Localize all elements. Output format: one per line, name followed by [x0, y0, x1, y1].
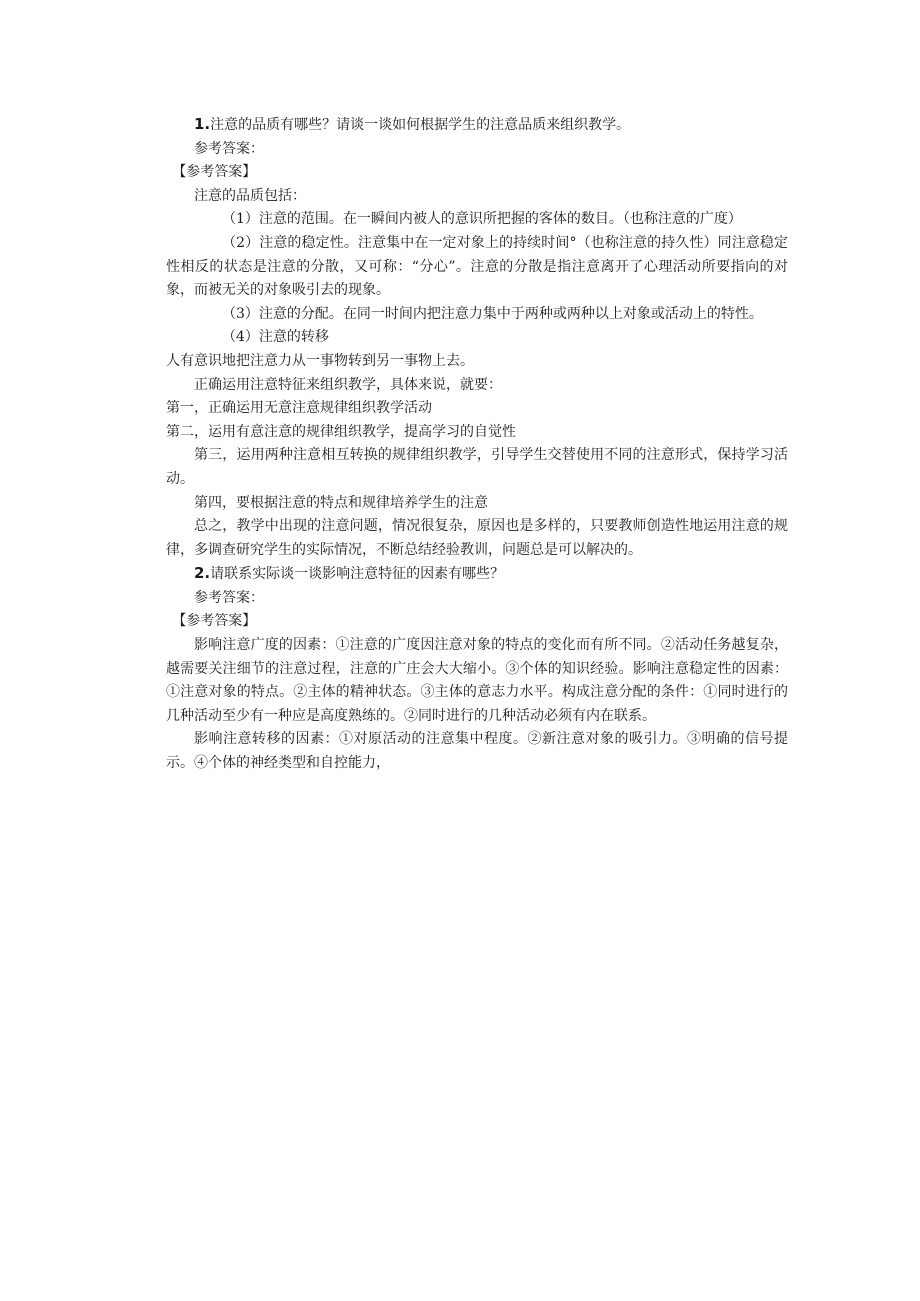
q1-point-2: 第二，运用有意注意的规律组织教学，提高学习的自觉性 [166, 423, 516, 440]
q1-item-4: （4）注意的转移 [222, 329, 329, 346]
q1-point-1: 第一，正确运用无意注意规律组织教学活动 [166, 400, 432, 417]
q1-summary: 总之，教学中出现的注意问题，情况很复杂，原因也是多样的，只要教师创造性地运用注意的规律，多调查研究学生的实际情况，不断总结经验教训，问题总是可以解决的。 [166, 518, 788, 558]
q1-item-3: （3）注意的分配。在同一时间内把注意力集中于两种或两种以上对象或活动上的特性。 [222, 305, 763, 322]
q2-reference-bracket: 【参考答案】 [172, 613, 257, 630]
question-1 [166, 113, 788, 138]
q1-point-4: 第四，要根据注意的特点和规律培养学生的注意 [194, 494, 488, 511]
q2-paragraph-1: 影响注意广度的因素：①注意的广度因注意对象的特点的变化而有所不同。②活动任务越复杂，越需要关注细节的注意过程，注意的广庄会大大缩小。③个体的知识经验。影响注意稳定性的因素：①注意对象的特点。②主体的精神状态。③主体的意志力水平。构成注意分配的条件：①同时进行的几种活动至少有一种应是高度熟练的。②同时进行的几种活动必须有内在联系。 [166, 637, 788, 724]
q2-reference-label: 参考答案： [194, 589, 264, 606]
q2-paragraph-2: 影响注意转移的因素：①对原活动的注意集中程度。②新注意对象的吸引力。③明确的信号提示。④个体的神经类型和自控能力， [166, 731, 788, 772]
q1-intro: 注意的品质包括： [194, 187, 306, 204]
question-2 [166, 562, 788, 587]
q1-item-2: （2）注意的稳定性。注意集中在一定对象上的持续时间°（也称注意的持久性）同注意稳定性相反的状态是注意的分散，又可称：“分心”。注意的分散是指注意离开了心理活动所要指向的对象，而被无关的对象吸引去的现象。 [166, 234, 788, 299]
document-body [166, 113, 788, 776]
question-1-number: 1. [194, 115, 211, 133]
q1-reference-bracket: 【参考答案】 [172, 164, 257, 181]
question-2-text: 请联系实际谈一谈影响注意特征的因素有哪些？ [210, 566, 505, 583]
q1-reference-label: 参考答案： [194, 140, 264, 157]
q1-teaching-intro: 正确运用注意特征来组织教学，具体来说，就要： [194, 376, 502, 393]
question-2-number: 2. [194, 564, 211, 583]
q1-item-1: （1）注意的范围。在一瞬间内被人的意识所把握的客体的数目。（也称注意的广度） [222, 211, 742, 228]
q1-transfer-definition: 人有意识地把注意力从一事物转到另一事物上去。 [166, 352, 474, 369]
question-1-text: 注意的品质有哪些？请谈一谈如何根据学生的注意品质来组织教学。 [210, 117, 631, 133]
q1-point-3: 第三，运用两种注意相互转换的规律组织教学，引导学生交替使用不同的注意形式，保持学习活动。 [166, 447, 788, 487]
